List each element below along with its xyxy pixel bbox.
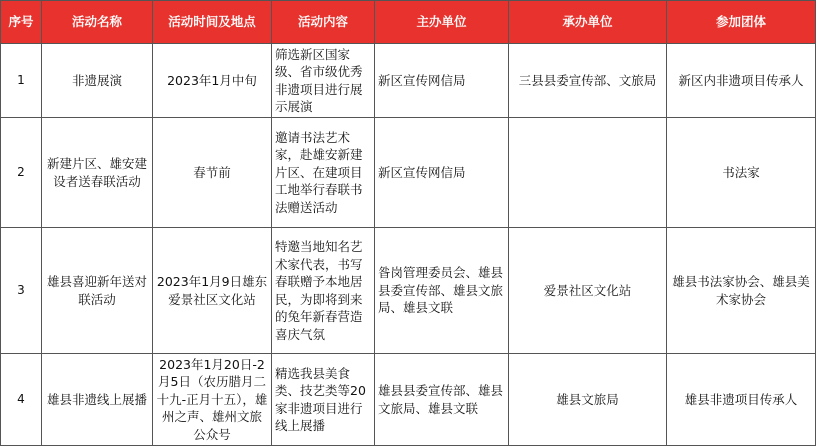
table-row <box>1 354 816 446</box>
cell-content: 筛选新区国家级、省市级优秀非遗项目进行展示展演 <box>272 44 375 118</box>
header-undertaker: 承办单位 <box>509 1 667 44</box>
cell-content: 邀请书法艺术家，赴雄安新建片区、在建项目工地举行春联书法赠送活动 <box>272 118 375 228</box>
cell-activity-name: 非遗展演 <box>42 44 153 118</box>
cell-undertaker <box>509 118 667 228</box>
cell-serial: 3 <box>1 228 42 354</box>
cell-time-place: 2023年1月9日雄东爱景社区文化站 <box>153 228 272 354</box>
table-row <box>1 118 816 228</box>
cell-time-place: 2023年1月中旬 <box>153 44 272 118</box>
table-row <box>1 228 816 354</box>
cell-organizer: 新区宣传网信局 <box>375 118 509 228</box>
cell-participants: 雄县书法家协会、雄县美术家协会 <box>667 228 816 354</box>
table-row <box>1 44 816 118</box>
header-serial: 序号 <box>1 1 42 44</box>
cell-serial: 4 <box>1 354 42 446</box>
header-time-place: 活动时间及地点 <box>153 1 272 44</box>
header-participants: 参加团体 <box>667 1 816 44</box>
cell-organizer: 新区宣传网信局 <box>375 44 509 118</box>
header-content: 活动内容 <box>272 1 375 44</box>
table-header-row <box>1 1 816 44</box>
cell-undertaker: 三县县委宣传部、文旅局 <box>509 44 667 118</box>
cell-participants: 新区内非遗项目传承人 <box>667 44 816 118</box>
cell-participants: 书法家 <box>667 118 816 228</box>
cell-undertaker: 雄县文旅局 <box>509 354 667 446</box>
cell-serial: 1 <box>1 44 42 118</box>
cell-organizer: 雄县县委宣传部、雄县文旅局、雄县文联 <box>375 354 509 446</box>
cell-activity-name: 新建片区、雄安建设者送春联活动 <box>42 118 153 228</box>
header-activity-name: 活动名称 <box>42 1 153 44</box>
header-organizer: 主办单位 <box>375 1 509 44</box>
cell-content: 精选我县美食类、技艺类等20家非遗项目进行线上展播 <box>272 354 375 446</box>
cell-time-place: 2023年1月20日-2月5日（农历腊月二十九-正月十五），雄州之声、雄州文旅公众号 <box>153 354 272 446</box>
cell-time-place: 春节前 <box>153 118 272 228</box>
cell-participants: 雄县非遗项目传承人 <box>667 354 816 446</box>
cell-content: 特邀当地知名艺术家代表，书写春联赠予本地居民，为即将到来的兔年新春营造喜庆气氛 <box>272 228 375 354</box>
cell-organizer: 昝岗管理委员会、雄县县委宣传部、雄县文旅局、雄县文联 <box>375 228 509 354</box>
cell-activity-name: 雄县非遗线上展播 <box>42 354 153 446</box>
cell-serial: 2 <box>1 118 42 228</box>
cell-undertaker: 爱景社区文化站 <box>509 228 667 354</box>
cell-activity-name: 雄县喜迎新年送对联活动 <box>42 228 153 354</box>
